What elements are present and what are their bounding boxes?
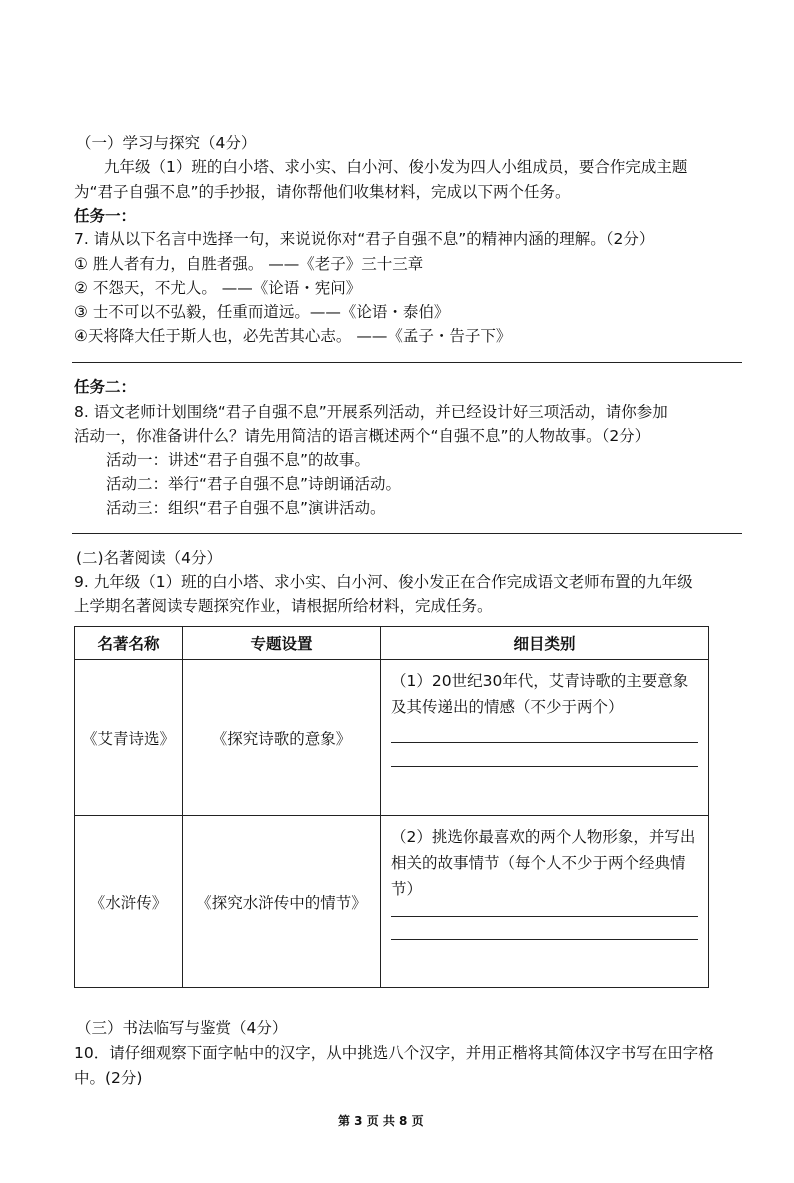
part1-intro-line2: 为“君子自强不息”的手抄报，请你帮他们收集材料，完成以下两个任务。 xyxy=(74,183,571,201)
answer-line xyxy=(72,362,742,363)
question-9-line2: 上学期名著阅读专题探究作业，请根据所给材料，完成任务。 xyxy=(74,597,493,615)
activity-3: 活动三：组织“君子自强不息”演讲活动。 xyxy=(106,499,386,517)
question-8-line2: 活动一，你准备讲什么？请先用简洁的语言概述两个“自强不息”的人物故事。（2分） xyxy=(74,427,651,445)
detail-text: （2）挑选你最喜欢的两个人物形象，并写出相关的故事情节（每个人不少于两个经典情节） xyxy=(391,828,696,898)
book-name: 《艾青诗选》 xyxy=(75,660,183,816)
question-10-line1: 10．请仔细观察下面字帖中的汉字，从中挑选八个汉字，并用正楷将其简体汉字书写在田字格 xyxy=(74,1044,714,1062)
table-row xyxy=(75,816,709,988)
part2-heading: (二)名著阅读（4分） xyxy=(76,549,222,567)
detail-cell xyxy=(381,660,709,816)
table-row xyxy=(75,660,709,816)
quote-2: ② 不怨天，不尤人。 ——《论语・宪问》 xyxy=(74,279,362,297)
reading-table xyxy=(74,626,709,988)
page-footer: 第 3 页 共 8 页 xyxy=(338,1114,424,1128)
task1-label: 任务一： xyxy=(74,207,137,225)
column-header-book: 名著名称 xyxy=(75,627,183,660)
table-header-row xyxy=(75,627,709,660)
activity-2: 活动二：举行“君子自强不息”诗朗诵活动。 xyxy=(106,475,402,493)
part1-intro-line1: 九年级（1）班的白小塔、求小实、白小河、俊小发为四人小组成员，要合作完成主题 xyxy=(104,158,688,176)
part1-heading: （一）学习与探究（4分） xyxy=(76,134,257,152)
question-8-line1: 8. 语文老师计划围绕“君子自强不息”开展系列活动，并已经设计好三项活动，请你参加 xyxy=(74,403,668,421)
question-7: 7. 请从以下名言中选择一句，来说说你对“君子自强不息”的精神内涵的理解。（2分） xyxy=(74,230,655,248)
answer-line[interactable] xyxy=(391,939,698,940)
question-9-line1: 9. 九年级（1）班的白小塔、求小实、白小河、俊小发正在合作完成语文老师布置的九年级 xyxy=(74,573,693,591)
answer-line xyxy=(72,533,742,534)
detail-text: （1）20世纪30年代，艾青诗歌的主要意象及其传递出的情感（不少于两个） xyxy=(391,672,689,716)
column-header-detail: 细目类别 xyxy=(381,627,709,660)
book-name: 《水浒传》 xyxy=(75,816,183,988)
activity-1: 活动一：讲述“君子自强不息”的故事。 xyxy=(106,451,371,469)
answer-line[interactable] xyxy=(391,766,698,767)
task2-label: 任务二： xyxy=(74,378,137,396)
answer-line[interactable] xyxy=(391,916,698,917)
quote-3: ③ 士不可以不弘毅，任重而道远。——《论语・泰伯》 xyxy=(74,303,450,321)
quote-4: ④天将降大任于斯人也，必先苦其心志。 ——《孟子・告子下》 xyxy=(74,327,512,345)
column-header-topic: 专题设置 xyxy=(183,627,381,660)
quote-1: ① 胜人者有力，自胜者强。 ——《老子》三十三章 xyxy=(74,255,424,273)
question-10-line2: 中。(2分) xyxy=(74,1069,143,1087)
answer-line[interactable] xyxy=(391,742,698,743)
topic-name: 《探究水浒传中的情节》 xyxy=(183,816,381,988)
topic-name: 《探究诗歌的意象》 xyxy=(183,660,381,816)
detail-cell xyxy=(381,816,709,988)
part3-heading: （三）书法临写与鉴赏（4分） xyxy=(76,1019,288,1037)
